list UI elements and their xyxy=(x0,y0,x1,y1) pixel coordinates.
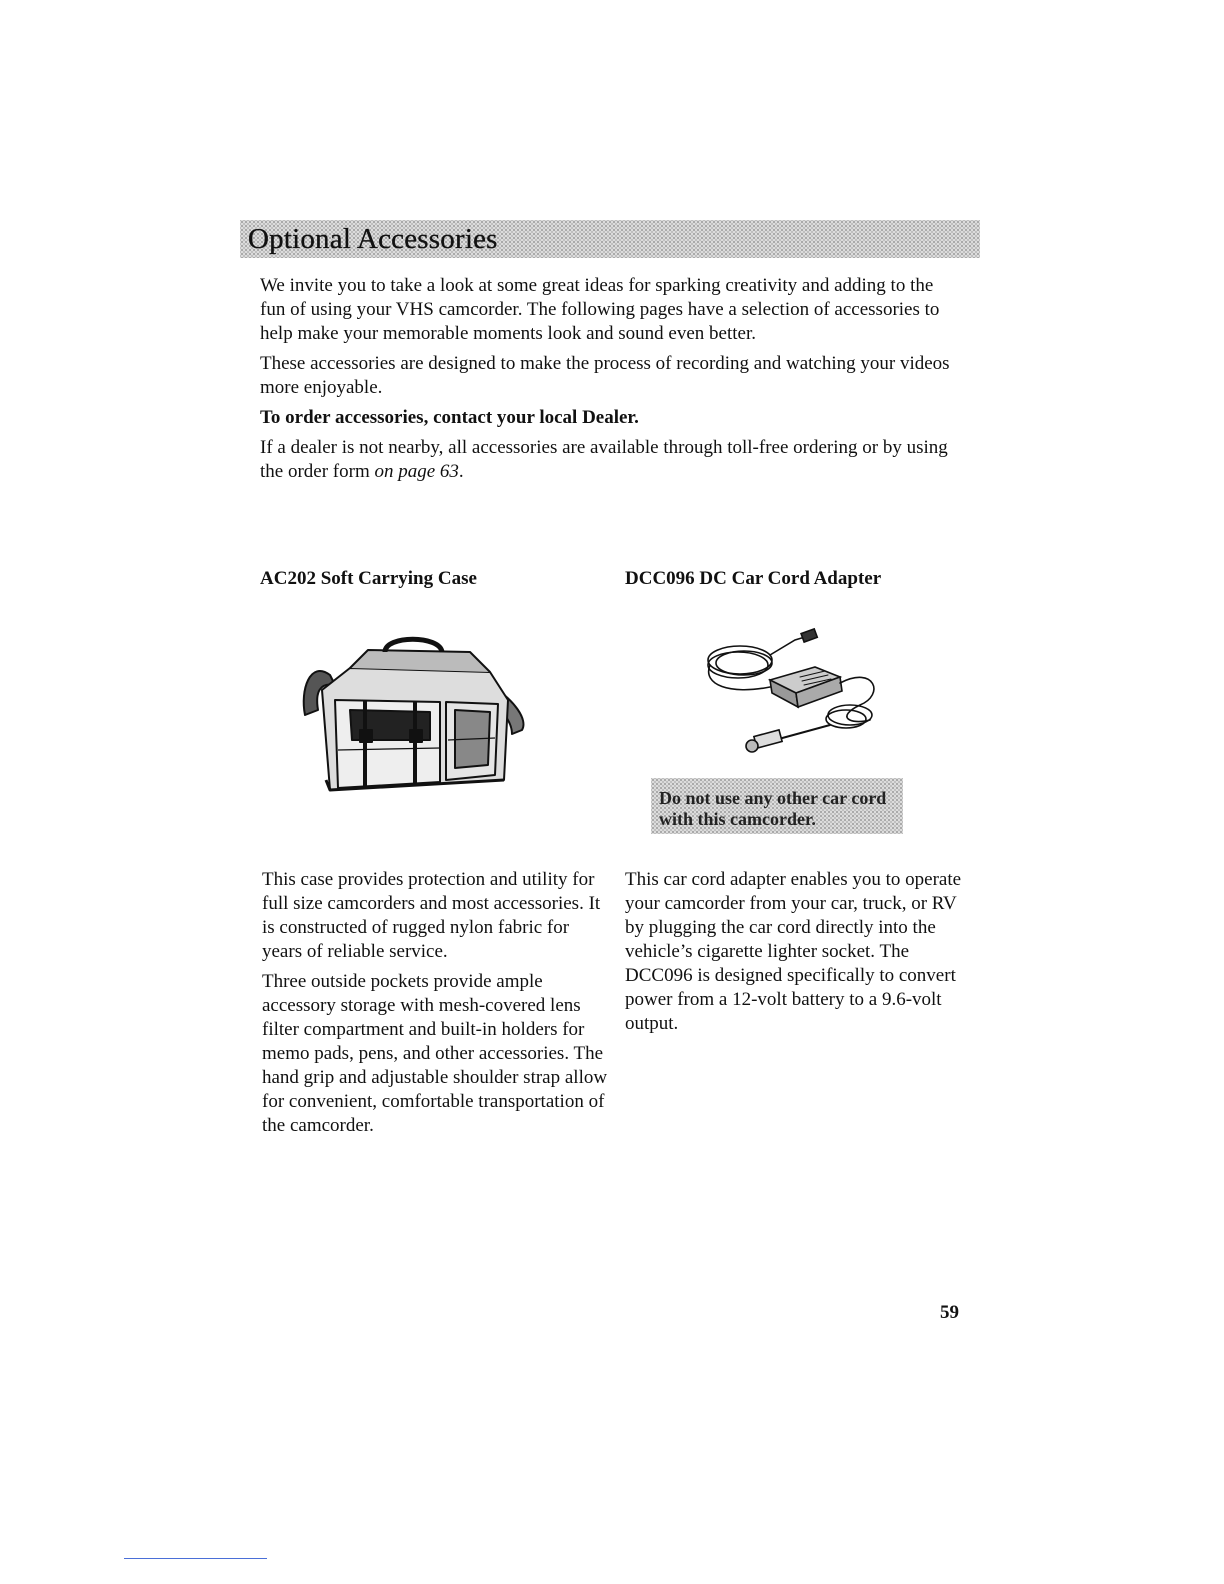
car-cord-description xyxy=(625,868,970,1042)
intro-paragraph-3 xyxy=(260,436,960,484)
intro-paragraph-3-end: . xyxy=(458,461,464,482)
product-name-car-cord: DCC096 DC Car Cord Adapter xyxy=(625,568,882,589)
carrying-case-illustration xyxy=(290,630,530,800)
carrying-case-paragraph-1: This case provides protection and utility for full size camcorders and most accessories. It is constructed of rugged nylon fabric for years of reliable service. xyxy=(262,869,601,962)
carrying-case-description xyxy=(262,868,612,1144)
intro-paragraph-1: We invite you to take a look at some great ideas for sparking creativity and adding to the fun of using your VHS camcorder. The following pages have a selection of accessories to help make your memorable moments look and sound even better. xyxy=(260,275,940,344)
section-title: Optional Accessories xyxy=(248,223,498,255)
product-name-carrying-case: AC202 Soft Carrying Case xyxy=(260,568,477,589)
footer-rule xyxy=(124,1558,267,1559)
intro-paragraph-3-text: If a dealer is not nearby, all accessories are available through toll-free ordering or by using the order form xyxy=(260,437,948,482)
car-cord-paragraph-1: This car cord adapter enables you to operate your camcorder from your car, truck, or RV by plugging the car cord directly into the vehicle’s cigarette lighter socket. The DCC096 is designed specifically to convert power from a 12-volt battery to a 9.6-volt output. xyxy=(625,869,962,1034)
carrying-case-paragraph-2: Three outside pockets provide ample accessory storage with mesh-covered lens filter compartment and built-in holders for memo pads, pens, and other accessories. The hand grip and adjustable shoulder strap allow for convenient, comfortable transportation of the camcorder. xyxy=(262,971,608,1136)
intro-paragraph-2: These accessories are designed to make the process of recording and watching your videos more enjoyable. xyxy=(260,353,950,398)
order-heading: To order accessories, contact your local Dealer. xyxy=(260,407,639,428)
car-cord-adapter-illustration xyxy=(700,625,890,760)
page-reference-link[interactable]: on page 63 xyxy=(374,461,459,482)
page-number: 59 xyxy=(940,1302,959,1323)
car-cord-warning xyxy=(651,778,903,834)
section-title-bar xyxy=(240,220,980,258)
intro-block xyxy=(260,274,960,490)
warning-text: Do not use any other car cord with this camcorder. xyxy=(659,788,887,829)
